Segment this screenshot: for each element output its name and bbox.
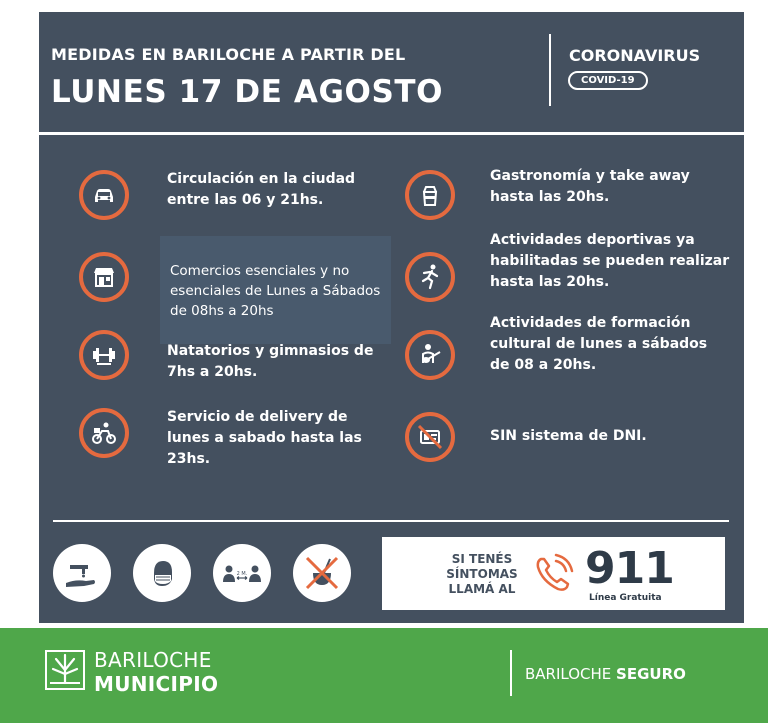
- symptoms-text: [432, 552, 532, 597]
- left-item-2-text: Comercios esenciales y no esenciales de Lunes a Sábados de 08hs a 20hs: [170, 263, 381, 319]
- slogan-part-2: SEGURO: [616, 665, 686, 683]
- guitar-player-icon: [405, 330, 455, 380]
- slogan-part-1: BARILOCHE: [525, 665, 612, 683]
- right-item-2-text: Actividades deportivas ya habilitadas se pueden realizar hasta las 20hs.: [490, 232, 730, 290]
- slogan: [525, 665, 686, 683]
- covid-badge: COVID-19: [568, 71, 648, 90]
- distance-icon: [213, 544, 271, 602]
- face-mask-icon: [133, 544, 191, 602]
- right-item-3-text: Actividades de formación cultural de lunes a sábados de 08 a 20hs.: [490, 315, 708, 373]
- brand-line-1: BARILOCHE: [94, 648, 212, 672]
- symptoms-line-3: LLAMÁ AL: [448, 582, 516, 596]
- runner-icon: [405, 252, 455, 302]
- car-icon: [79, 170, 129, 220]
- no-mate-icon: [293, 544, 351, 602]
- left-item-3-text: Natatorios y gimnasios de 7hs a 20hs.: [167, 343, 374, 380]
- header-title: LUNES 17 DE AGOSTO: [51, 74, 444, 110]
- section-divider: [53, 520, 729, 522]
- dumbbell-icon: [79, 330, 129, 380]
- emergency-number: 911: [585, 543, 674, 594]
- right-item-1-text: Gastronomía y take away hasta las 20hs.: [490, 168, 690, 205]
- phone-icon: [530, 551, 576, 597]
- distance-label: 2 M.: [236, 571, 248, 577]
- call-911-box: [382, 537, 725, 610]
- symptoms-line-1: SI TENÉS: [451, 552, 513, 566]
- left-item-4-text: Servicio de delivery de lunes a sabado hasta las 23hs.: [167, 409, 362, 467]
- footer-divider: [510, 650, 512, 696]
- free-line-label: Línea Gratuita: [589, 593, 662, 603]
- delivery-bike-icon: [79, 408, 129, 458]
- header-subtitle: MEDIDAS EN BARILOCHE A PARTIR DEL: [51, 45, 406, 64]
- header-divider: [549, 34, 551, 106]
- no-id-card-icon: [405, 412, 455, 462]
- symptoms-line-2: SÍNTOMAS: [446, 567, 518, 581]
- brand-line-2: MUNICIPIO: [94, 672, 219, 696]
- header: [39, 12, 744, 132]
- highlight-box: [160, 236, 391, 344]
- coronavirus-tag: CORONAVIRUS: [569, 46, 701, 65]
- municipio-logo-icon: [45, 650, 85, 690]
- left-item-1-text: Circulación en la ciudad entre las 06 y 21hs.: [167, 171, 356, 208]
- store-icon: [79, 252, 129, 302]
- hand-sanitizer-icon: [53, 544, 111, 602]
- info-panel: [39, 12, 744, 623]
- takeaway-cup-icon: [405, 170, 455, 220]
- footer: [0, 628, 768, 723]
- right-item-4-text: SIN sistema de DNI.: [490, 428, 647, 444]
- header-divider-line: [39, 132, 744, 135]
